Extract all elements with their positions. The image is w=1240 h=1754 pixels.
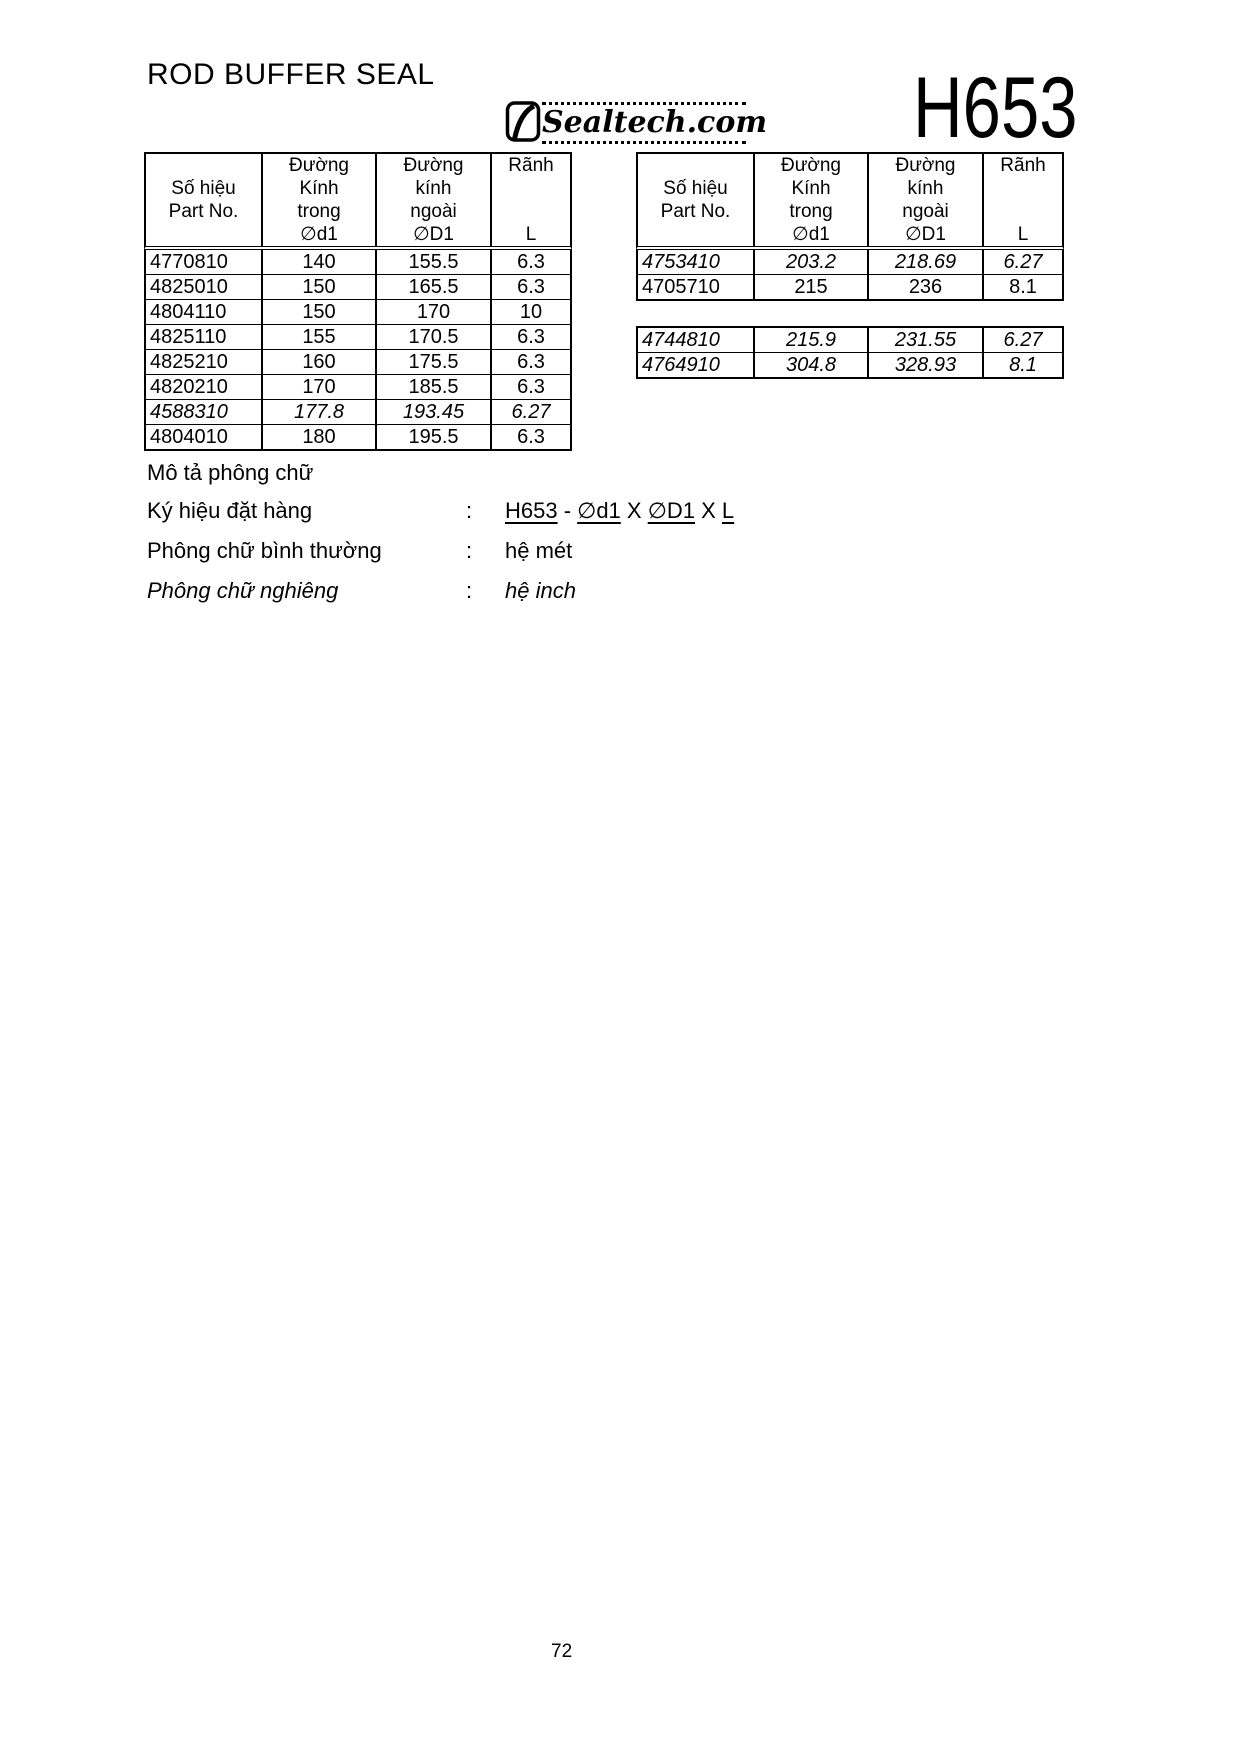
header-part-no: Số hiệu Part No. [168, 178, 239, 222]
model-code: H653 [913, 60, 1078, 156]
d1-cell: 215 [753, 275, 867, 299]
left-table-rows [144, 250, 572, 451]
right-table-rows-group1 [636, 250, 1064, 301]
L-cell: 8.1 [982, 353, 1062, 377]
normal-font-line [0, 538, 1240, 566]
italic-font-label: Phông chữ nghiêng [147, 578, 339, 603]
table-row [146, 274, 570, 299]
D1-cell: 193.45 [375, 400, 490, 424]
part-no-cell: 4764910 [642, 354, 720, 376]
normal-font-value: hệ mét [505, 538, 573, 563]
italic-font-value: hệ inch [505, 578, 576, 603]
D1-cell: 155.5 [375, 250, 490, 274]
order-code-segment: H653 [505, 498, 558, 523]
table-row [146, 399, 570, 424]
d1-cell: 155 [261, 325, 375, 349]
d1-cell: 177.8 [261, 400, 375, 424]
table-row [146, 374, 570, 399]
logo-text: Sealtech.com [542, 102, 746, 144]
normal-font-label: Phông chữ bình thường [147, 538, 382, 563]
D1-cell: 170 [375, 300, 490, 324]
d1-cell: 150 [261, 275, 375, 299]
left-table-header [144, 152, 572, 250]
d1-cell: 215.9 [753, 328, 867, 352]
L-cell: 8.1 [982, 275, 1062, 299]
d1-cell: 140 [261, 250, 375, 274]
table-row [146, 250, 570, 274]
L-cell: 6.3 [490, 275, 570, 299]
order-code-value [505, 498, 734, 524]
L-cell: 6.3 [490, 350, 570, 374]
L-cell: 6.27 [982, 250, 1062, 274]
L-cell: 6.27 [982, 328, 1062, 352]
d1-cell: 180 [261, 425, 375, 449]
d1-cell: 160 [261, 350, 375, 374]
header-groove: Rãnh L [982, 154, 1062, 246]
D1-cell: 328.93 [867, 353, 982, 377]
part-no-cell: 4705710 [642, 276, 720, 298]
D1-cell: 195.5 [375, 425, 490, 449]
part-no-cell: 4753410 [642, 251, 720, 273]
header-inner-diameter: Đường Kính trong ∅d1 [261, 154, 375, 246]
page-number: 72 [551, 1641, 573, 1662]
d1-cell: 150 [261, 300, 375, 324]
header-outer-diameter: Đường kính ngoài ∅D1 [867, 154, 982, 246]
right-table [636, 152, 1064, 379]
part-no-cell: 4804110 [150, 301, 227, 323]
header-outer-diameter: Đường kính ngoài ∅D1 [375, 154, 490, 246]
D1-cell: 231.55 [867, 328, 982, 352]
part-no-cell: 4825210 [150, 351, 228, 373]
L-cell: 6.27 [490, 400, 570, 424]
seal-logo-icon [505, 100, 542, 144]
left-table [144, 152, 572, 451]
order-code-line [0, 498, 1240, 526]
notes-heading: Mô tả phông chữ [147, 460, 314, 485]
L-cell: 6.3 [490, 425, 570, 449]
header-groove: Rãnh L [490, 154, 570, 246]
table-row [638, 250, 1062, 274]
right-table-rows-group2 [636, 326, 1064, 379]
order-label: Ký hiệu đặt hàng [147, 498, 313, 523]
header-inner-diameter: Đường Kính trong ∅d1 [753, 154, 867, 246]
d1-cell: 304.8 [753, 353, 867, 377]
D1-cell: 165.5 [375, 275, 490, 299]
right-table-header [636, 152, 1064, 250]
colon: : [466, 538, 473, 563]
L-cell: 6.3 [490, 325, 570, 349]
part-no-cell: 4825010 [150, 276, 228, 298]
part-no-cell: 4744810 [642, 329, 720, 351]
part-no-cell: 4825110 [150, 326, 227, 348]
order-code-segment: ∅D1 [647, 498, 695, 523]
italic-font-line [0, 578, 1240, 606]
D1-cell: 185.5 [375, 375, 490, 399]
L-cell: 10 [490, 300, 570, 324]
table-row [146, 349, 570, 374]
order-code-segment: L [721, 498, 735, 523]
d1-cell: 203.2 [753, 250, 867, 274]
order-code-segment: ∅d1 [577, 498, 621, 523]
table-row [638, 328, 1062, 352]
order-code-segment: - [557, 498, 578, 523]
table-row [146, 424, 570, 449]
D1-cell: 218.69 [867, 250, 982, 274]
order-code-segment: X [620, 498, 648, 523]
D1-cell: 236 [867, 275, 982, 299]
colon: : [466, 498, 473, 523]
L-cell: 6.3 [490, 250, 570, 274]
D1-cell: 175.5 [375, 350, 490, 374]
D1-cell: 170.5 [375, 325, 490, 349]
part-no-cell: 4804010 [150, 426, 228, 448]
d1-cell: 170 [261, 375, 375, 399]
table-row [146, 324, 570, 349]
table-row [638, 274, 1062, 299]
colon: : [466, 578, 473, 603]
table-row [146, 299, 570, 324]
header-part-no: Số hiệu Part No. [660, 178, 731, 222]
part-no-cell: 4588310 [150, 401, 228, 423]
table-row [638, 352, 1062, 377]
part-no-cell: 4820210 [150, 376, 228, 398]
L-cell: 6.3 [490, 375, 570, 399]
part-no-cell: 4770810 [150, 251, 228, 273]
page-title: ROD BUFFER SEAL [147, 58, 435, 91]
order-code-segment: X [695, 498, 722, 523]
